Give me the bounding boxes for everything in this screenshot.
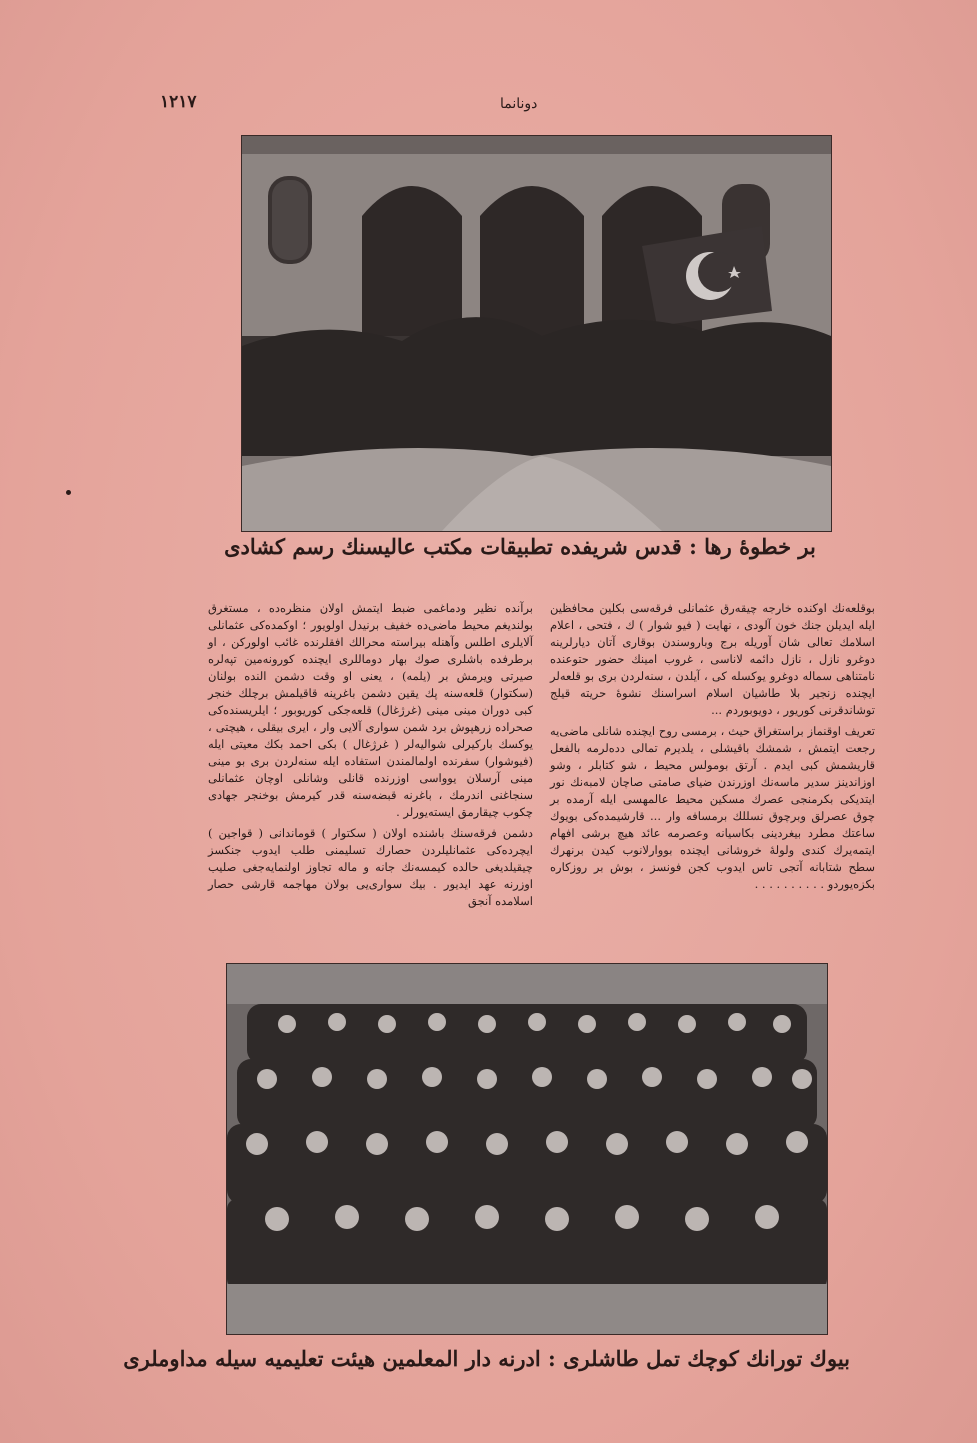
ceremony-photo-caption: بر خطوهٔ رها : قدس شريفده تطبيقات مكتب عاليسنك رسم كشادى	[224, 534, 816, 559]
ceremony-photo-drawing	[242, 136, 831, 531]
article-paragraph: بوقلعه‌نك اوكنده خارجه چيقه‌رق عثمانلى فرقه‌سى بكلين محافظين ايله ايديلن جنك خون آلودى ، نهايت ( فيو شوار ) ك ، فتحى ، اعلام اسلامك تعالى شان آوريله برج وباروسندن بوقارى آتان ديارلرينه دوغرو نازل ، نازل دائمه لاناسى ، غروب امينك حضور حتوعنده نامتناهى سماله دوغرو يوكسله كى ، آيلدن ، سنه‌لردن برى بو قلعه‌لر ايچنده زنجير بلا طاشيان اسلام اسراسنك نشوهٔ حريته قيلج توشاندقرنى كوريور ، دويوبوردم ...	[550, 601, 875, 717]
group-portrait-drawing	[227, 964, 827, 1334]
page-number: ١٢١٧	[160, 92, 197, 112]
ceremony-photo	[241, 135, 832, 532]
article-paragraph: برآنده نظير ودماغمى ضبط ايتمش اولان منظره‌ده ، مستغرق بولنديغم محيط ماضى‌ده خفيف برنيدل اولويور ؛ اوكمده‌كى عثمانلى آلايلرى اطلس وآهنله بيراسته محرالك افقلرنده غائب اولوركن ، او برطرفده باشلرى صوك بهار دوماللرى ايچنده كورونه‌مين تپه‌لره صيرتى ويرمش بر (يلمه) ، يعنى او وقت دشمن النده بولنان (سكتوار) قلعه‌سنه پك يقين دشمن باغرينه قاقيلمش برچلك خنجر كبى دوران مينى مينى (غرژغال) قلعه‌جكى كوريوبور ؛ ايلريسنده‌كى صحراده زرهپوش برد شمن سوارى آلايى وار ، ايرى بيقلى ، هيچتى ، يوكسك باركيرلى شواليه‌لر ( غرژغال ) بكى احمد بكك معيتى ايله (فيوشوار) سفرنده اولمالمندن استفاده ايله سنه‌لردن برى بو مينى مينى آرسلان يوواسى اوزرنده قانلى وشانلى اوچان عثمانلى سنجاغنى اندرمك ، باغرنه قبضه‌سنه قدر كيرمش بوخنجر جهادى چكوب چيقارمق ايسته‌يورلر .	[208, 601, 533, 819]
article-column-left	[208, 600, 533, 914]
magazine-name: دونانما	[500, 96, 538, 112]
article-paragraph: دشمن فرقه‌سنك باشنده اولان ( سكتوار ) قوماندانى ( قواجين ) ايچرده‌كى عثمانليلردن حصارك تسليمنى طلب ايدوب جنكسز چيقيلديغى حالده كيمسه‌نك جانه و ماله تجاوز اولنمايه‌جغى صليب اوزرنه عهد ايديور . بيك سوارى‌يى بولان مهاجمه قارشى حصار اسلامده آنجق	[208, 826, 533, 908]
article-column-right	[550, 600, 875, 897]
ink-spot	[66, 490, 71, 495]
group-portrait-caption: بيوك تورانك كوچك تمل طاشلرى : ادرنه دار المعلمين هيئت تعليميه سيله مداوملرى	[123, 1346, 850, 1371]
article-paragraph: تعريف اوقنماز براستغراق حيث ، برمسى روح ايچنده شانلى ماضى‌يه رجعت ايتمش ، شمشك باقيشلى ، يلديرم تمالى دده‌لرمه بالفعل قاريشمش كبى ايدم . آرتق بومولس محيط ، شو كتابلر ، وشو اوزاندينز سدير ماسه‌نك اوزرندن ضياى صامتى صاچان لامبه‌نك نور ايتديكى بكرمنجى عصرك مسكين محيط عالمهسى ايله آرمده بر چوق عصرلق وبرچوق نسللك برمسافه وار ... قارشيمده‌كى بويوك ساعتك مطرد بيغردينى بكاسيانه وعصرمه عائد هيچ برشى افهام ايتمه‌يرك كندى ولولهٔ خروشانى ايچنده بووارلانوب كيدن برنهرك سطح شتابانه آتجى تاس ايدوب كجن فونسز ، بوش بر روزكاره بكزه‌يوردو . . . . . . . . . .	[550, 724, 875, 891]
group-portrait-photo	[226, 963, 828, 1335]
